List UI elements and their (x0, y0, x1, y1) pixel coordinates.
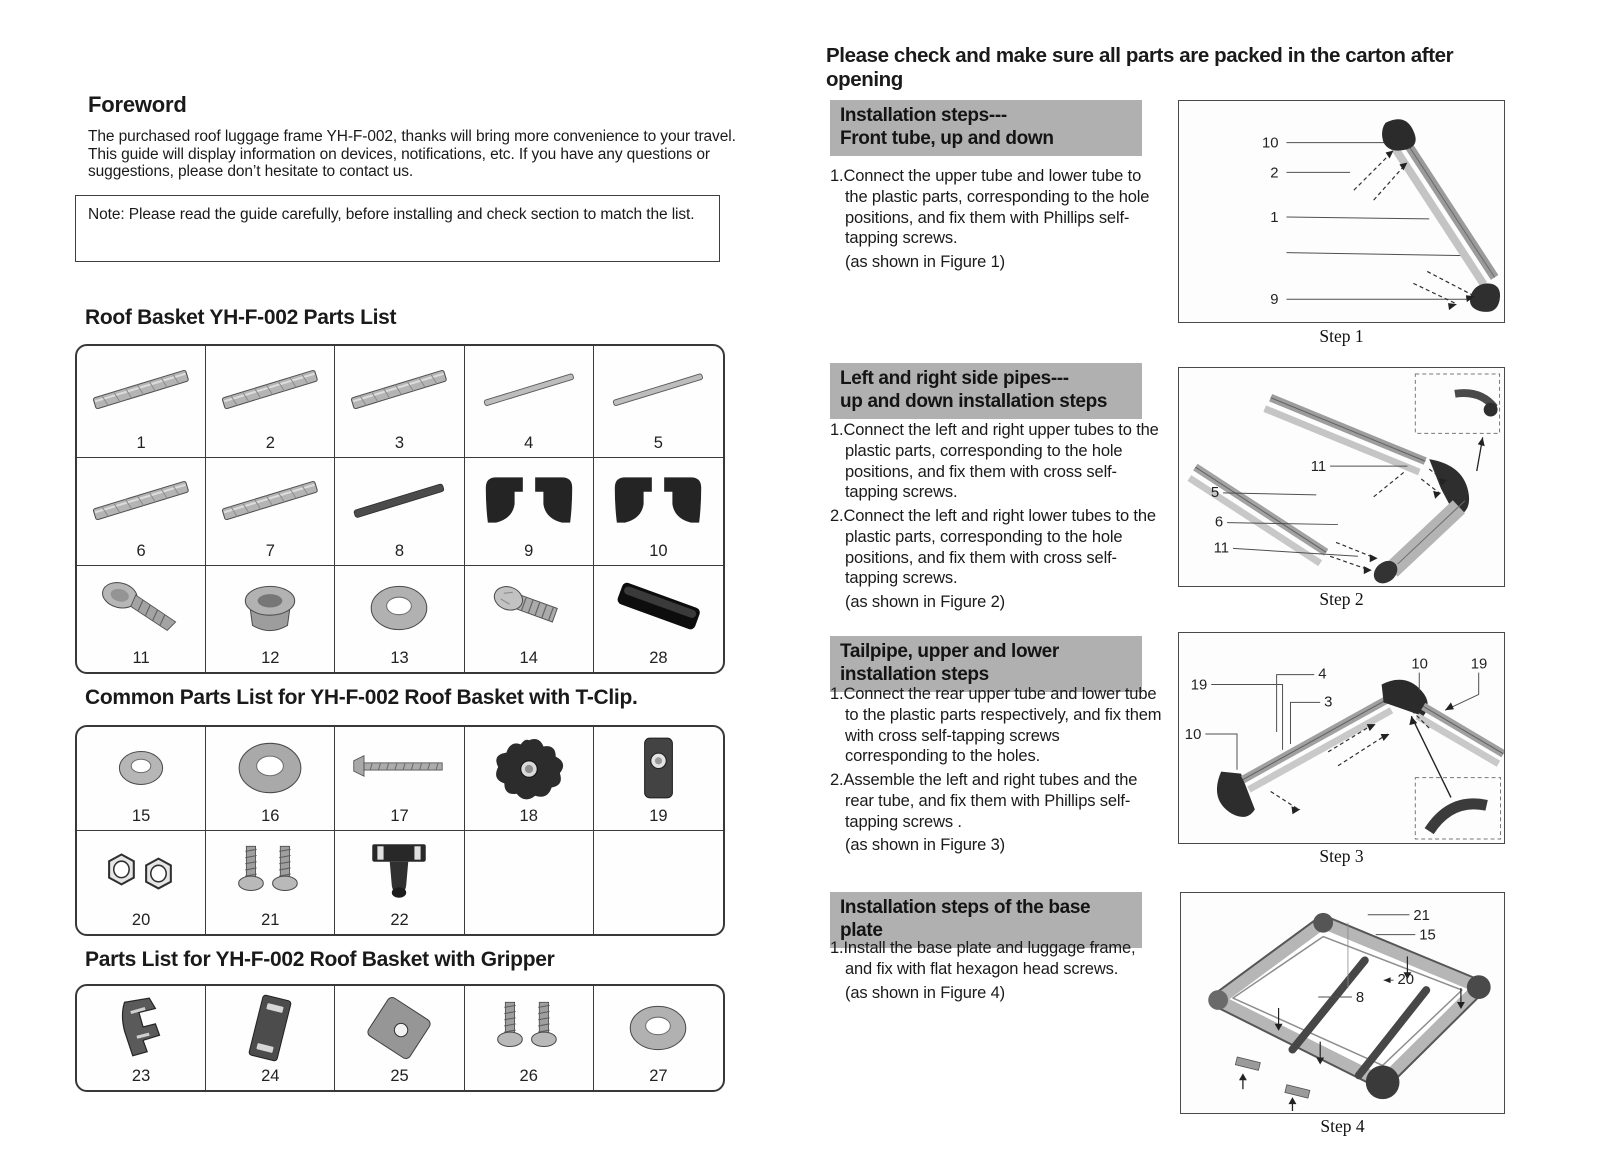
tube-icon (345, 354, 453, 426)
callout-label: 4 (1318, 666, 1327, 683)
figure-reference: (as shown in Figure 3) (845, 836, 1005, 855)
part-number: 17 (390, 807, 409, 825)
figure-2-drawing (1179, 368, 1504, 586)
empty-cell (594, 831, 723, 934)
figure-step-4 (1180, 892, 1505, 1114)
step-text: 2.Connect the left and right lower tubes to the plastic parts, corresponding to the hole positions, and fix them with cross self-tapping screws. (830, 507, 1156, 588)
tube-icon (87, 465, 195, 537)
callout-label: 15 (1419, 927, 1436, 944)
part-cell (77, 346, 206, 458)
part-number: 11 (132, 649, 150, 667)
parts-list-2-title: Common Parts List for YH-F-002 Roof Basket with T-Clip. (85, 686, 638, 709)
nut-plate-icon (604, 732, 712, 804)
parts-table-tclip (75, 725, 725, 936)
figure-1-caption: Step 1 (1319, 326, 1364, 346)
part-number: 21 (261, 911, 280, 929)
part-number: 5 (653, 434, 663, 452)
section-3-steps (830, 684, 1164, 859)
callout-label: 11 (1310, 459, 1327, 476)
figure-reference: (as shown in Figure 1) (845, 253, 1005, 272)
part-cell (206, 458, 335, 566)
part-number: 2 (265, 434, 275, 452)
washer-icon (604, 992, 712, 1064)
corner-pieces-icon (604, 465, 712, 537)
part-number: 12 (261, 649, 280, 667)
callout-label: 11 (1213, 540, 1230, 557)
screws-pair-icon (475, 992, 583, 1064)
rod-icon (604, 354, 712, 426)
parts-table-gripper (75, 984, 725, 1092)
bolts-pair-icon (216, 836, 324, 908)
part-number: 23 (131, 1067, 151, 1085)
part-cell (77, 986, 206, 1090)
callout-label: 5 (1210, 484, 1220, 501)
part-number: 15 (131, 807, 151, 825)
part-cell (206, 566, 335, 672)
note-box (75, 195, 720, 262)
figure-3-drawing (1179, 633, 1504, 843)
bolt-icon (475, 572, 583, 644)
diamond-plate-icon (345, 992, 453, 1064)
tube-icon (216, 465, 324, 537)
part-cell (77, 831, 206, 934)
section-2-steps (830, 420, 1164, 616)
step-text: 1.Connect the left and right upper tubes to the plastic parts, corresponding to the hole positions, and fix them with cross self-tapping screws. (830, 421, 1159, 502)
callout-label: 6 (1214, 514, 1224, 531)
part-number: 10 (649, 542, 668, 560)
figure-step-3 (1178, 632, 1505, 844)
rod-icon (475, 354, 583, 426)
figure-1-drawing (1179, 101, 1504, 322)
callout-label: 19 (1190, 677, 1208, 694)
part-cell (594, 346, 723, 458)
corner-pieces-icon (475, 465, 583, 537)
part-number: 28 (649, 649, 668, 667)
section-2-heading-line-1: Left and right side pipes--- (840, 368, 1069, 389)
part-number: 26 (519, 1067, 538, 1085)
parts-list-3-title: Parts List for YH-F-002 Roof Basket with Gripper (85, 948, 555, 971)
part-number: 3 (394, 434, 405, 452)
large-washer-icon (216, 732, 324, 804)
part-cell (335, 346, 464, 458)
bracket-plate-icon (216, 992, 324, 1064)
part-number: 13 (390, 649, 409, 667)
part-number: 20 (131, 911, 151, 929)
section-2-heading (830, 363, 1142, 419)
section-1-steps (830, 166, 1164, 276)
section-3-heading-line-1: Tailpipe, upper and lower (840, 641, 1059, 662)
star-knob-icon (475, 732, 583, 804)
dark-rod-icon (345, 465, 453, 537)
part-cell (465, 346, 594, 458)
t-clip-icon (345, 836, 453, 908)
section-3-heading-line-2: installation steps (840, 663, 989, 685)
part-cell (77, 458, 206, 566)
section-4-heading-line-1: Installation steps of the base plate (840, 897, 1091, 941)
gripper-bracket-icon (87, 992, 195, 1064)
callout-label: 3 (1324, 694, 1333, 711)
foreword-title: Foreword (88, 92, 187, 117)
carton-check-header: Please check and make sure all parts are packed in the carton after opening (826, 44, 1454, 91)
callout-label: 1 (1270, 209, 1279, 226)
part-number: 16 (261, 807, 280, 825)
part-number: 7 (265, 542, 275, 560)
parts-table-main (75, 344, 725, 674)
callout-label: 19 (1470, 656, 1488, 673)
figure-reference: (as shown in Figure 2) (845, 593, 1005, 612)
step-text: 2.Assemble the left and right tubes and the rear tube, and fix them with Phillips self-tapping screws . (830, 771, 1138, 831)
parts-list-1-title: Roof Basket YH-F-002 Parts List (85, 306, 397, 329)
part-number: 25 (390, 1067, 409, 1085)
part-cell (206, 346, 335, 458)
part-number: 1 (136, 434, 146, 452)
part-number: 6 (136, 542, 146, 560)
part-cell (594, 986, 723, 1090)
part-cell (594, 566, 723, 672)
foreword-body: The purchased roof luggage frame YH-F-002, thanks will bring more convenience to your travel. This guide will display information on devices, notifications, etc. If you have any questions or suggestions, please don’t hesitate to contact us. (88, 128, 736, 180)
part-cell (465, 566, 594, 672)
note-text: Note: Please read the guide carefully, before installing and check section to match the list. (88, 206, 695, 223)
section-2-heading-line-2: up and down installation steps (840, 390, 1108, 412)
self-tapping-screw-icon (87, 572, 195, 644)
part-number: 19 (649, 807, 668, 825)
part-number: 14 (519, 649, 538, 667)
empty-cell (465, 831, 594, 934)
part-number: 24 (261, 1067, 280, 1085)
hex-nuts-icon (87, 836, 195, 908)
callout-label: 21 (1413, 907, 1430, 924)
tube-icon (216, 354, 324, 426)
step-text: 1.Install the base plate and luggage frame, and fix with flat hexagon head screws. (830, 939, 1136, 978)
part-number: 9 (524, 542, 534, 560)
figure-4-drawing (1181, 893, 1504, 1113)
washer-icon (345, 572, 453, 644)
figure-2-caption: Step 2 (1319, 589, 1364, 609)
step-text: 1.Connect the rear upper tube and lower tube to the plastic parts respectively, and fix them with cross self-tapping screws corresponding to the holes. (830, 685, 1162, 766)
part-cell (206, 986, 335, 1090)
tube-icon (87, 354, 195, 426)
callout-label: 2 (1270, 165, 1279, 182)
flange-nut-icon (216, 572, 324, 644)
callout-label: 8 (1355, 990, 1365, 1007)
part-cell (594, 458, 723, 566)
part-cell (465, 727, 594, 831)
part-cell (465, 458, 594, 566)
figure-step-1 (1178, 100, 1505, 323)
callout-label: 10 (1262, 135, 1279, 152)
section-1-heading-line-1: Installation steps--- (840, 105, 1007, 126)
part-number: 22 (390, 911, 409, 929)
section-4-steps (830, 938, 1164, 1006)
callout-label: 20 (1397, 972, 1415, 989)
section-1-heading-line-2: Front tube, up and down (840, 127, 1054, 149)
callout-label: 10 (1411, 656, 1428, 673)
part-cell (594, 727, 723, 831)
callout-label: 9 (1270, 292, 1279, 309)
figure-reference: (as shown in Figure 4) (845, 983, 1005, 1002)
part-cell (335, 831, 464, 934)
figure-step-2 (1178, 367, 1505, 587)
part-number: 18 (519, 807, 538, 825)
part-number: 27 (649, 1067, 668, 1085)
part-number: 8 (394, 542, 405, 560)
part-cell (77, 727, 206, 831)
part-cell (335, 458, 464, 566)
part-cell (206, 727, 335, 831)
part-cell (335, 566, 464, 672)
part-cell (77, 566, 206, 672)
part-number: 4 (524, 434, 534, 452)
figure-3-caption: Step 3 (1319, 846, 1364, 866)
callout-label: 10 (1184, 726, 1202, 743)
small-washer-icon (87, 732, 195, 804)
part-cell (335, 727, 464, 831)
long-screw-icon (345, 732, 453, 804)
part-cell (206, 831, 335, 934)
step-text: 1.Connect the upper tube and lower tube to the plastic parts, corresponding to the hole positions, and fix them with Phillips self-tapping screws. (830, 167, 1150, 248)
part-cell (335, 986, 464, 1090)
part-cell (465, 986, 594, 1090)
figure-4-caption: Step 4 (1320, 1116, 1365, 1136)
section-1-heading (830, 100, 1142, 156)
rubber-strip-icon (604, 572, 712, 644)
